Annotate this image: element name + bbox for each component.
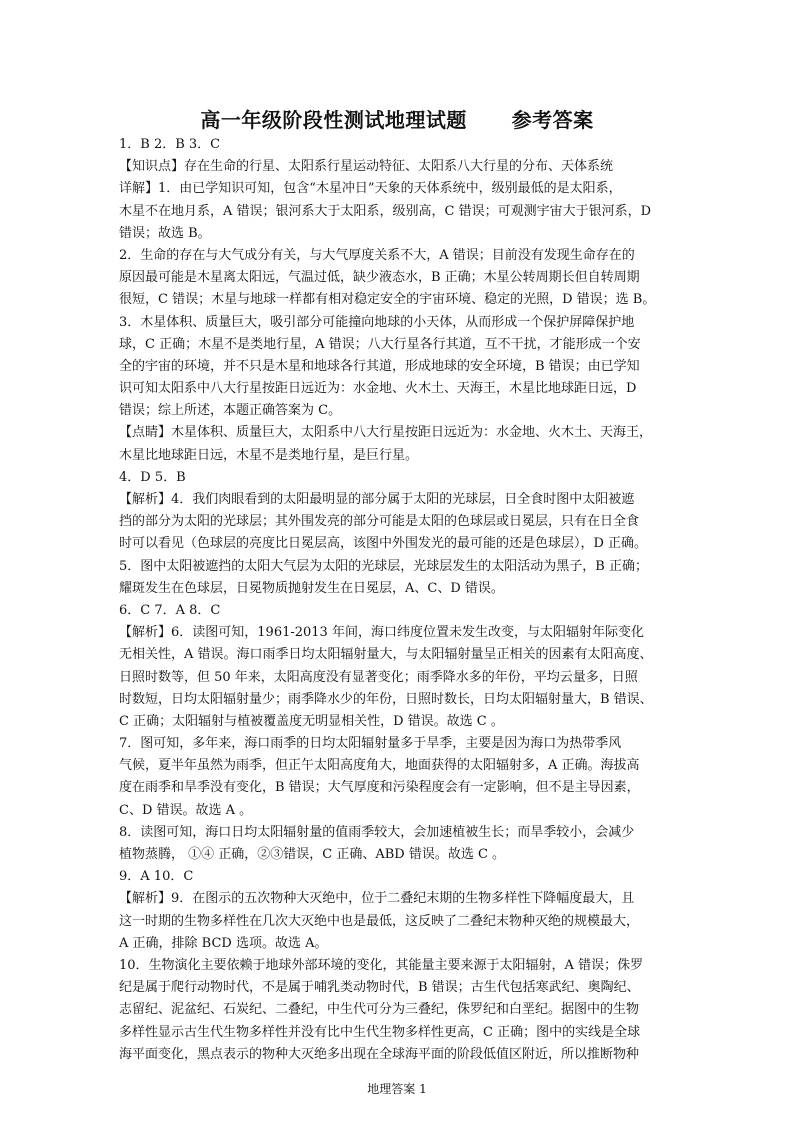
text-line: 详解】1．由已学知识可知，包含“木星冲日”天象的天体系统中，级别最低的是太阳系，	[119, 181, 622, 197]
text-line: 时数短，日均太阳辐射量少；雨季降水少的年份，日照时数长，日均太阳辐射量大，B 错误、	[119, 691, 653, 707]
text-line: 海平面变化，黑点表示的物种大灭绝多出现在全球海平面的阶段低值区附近，所以推断物种	[119, 1046, 640, 1062]
text-line: 时可以看见（色球层的亮度比日冕层高，该图中外围发光的最可能的还是色球层），D 正确。	[119, 536, 648, 552]
text-line: C、D 错误。故选 A 。	[119, 802, 253, 818]
page-footer: 地理答案 1	[367, 1082, 427, 1096]
text-line: 植物蒸腾， ①④ 正确，②③错误，C 正确、ABD 错误。故选 C 。	[119, 847, 506, 862]
text-line: 挡的部分为太阳的光球层；其外围发亮的部分可能是太阳的色球层或日冕层，只有在日全食	[119, 514, 640, 530]
page-title: 高一年级阶段性测试地理试题 参考答案	[200, 108, 594, 132]
text-line: 错误；故选 B。	[119, 225, 211, 241]
text-line: 【知识点】存在生命的行星、太阳系行星运动特征、太阳系八大行星的分布、天体系统	[119, 159, 614, 175]
text-line: 【解析】9．在图示的五次物种大灭绝中，位于二叠纪末期的生物多样性下降幅度最大，且	[119, 891, 635, 907]
text-line: 日照时数等，但 50 年来，太阳高度没有显著变化；雨季降水多的年份，平均云量多，日照	[119, 669, 638, 685]
text-line: 多样性显示古生代生物多样性并没有比中生代生物多样性更高，C 正确；图中的实线是全球	[119, 1024, 641, 1040]
text-line: 【解析】4．我们肉眼看到的太阳最明显的部分属于太阳的光球层，日全食时图中太阳被遮	[119, 492, 635, 507]
text-line: 5．图中太阳被遮挡的太阳大气层为太阳的光球层，光球层发生的太阳活动为黑子，B 正确；	[119, 558, 648, 574]
text-line: A 正确，排除 BCD 选项。故选 A。	[119, 935, 328, 951]
text-line: 无相关性，A 错误。海口雨季日均太阳辐射量大，与太阳辐射量呈正相关的因素有太阳高度、	[119, 647, 653, 663]
text-line: 志留纪、泥盆纪、石炭纪、二叠纪，中生代可分为三叠纪，侏罗纪和白垩纪。据图中的生物	[119, 1002, 640, 1018]
text-line: 错误；综上所述，本题正确答案为 C。	[119, 403, 342, 419]
answer-content	[119, 134, 687, 1066]
text-line: 原因最可能是木星离太阳远，气温过低，缺少液态水，B 正确；木星公转周期长但自转周期	[119, 270, 640, 286]
text-line: 这一时期的生物多样性在几次大灭绝中也是最低，这反映了二叠纪末物种灭绝的规模最大，	[119, 913, 640, 929]
text-line: 球，C 正确；木星不是类地行星，A 错误；八大行星各行其道，互不干扰，才能形成一个安	[119, 336, 641, 352]
text-line: 耀斑发生在色球层，日冕物质抛射发生在日冕层，A、C、D 错误。	[119, 580, 504, 596]
text-line: 2．生命的存在与大气成分有关，与大气厚度关系不大，A 错误；目前没有发现生命存在的	[119, 247, 635, 263]
text-line: 木星比地球距日远，木星不是类地行星，是巨行星。	[119, 447, 419, 463]
text-line: 木星不在地月系，A 错误；银河系大于太阳系，级别高，C 错误；可观测宇宙大于银河系，D	[119, 203, 652, 219]
text-line: 1．B 2．B 3．C	[119, 137, 221, 152]
text-line: C 正确；太阳辐射与植被覆盖度无明显相关性，D 错误。故选 C 。	[119, 713, 504, 729]
text-line: 识可知太阳系中八大行星按距日远近为：水金地、火木土、天海王，木星比地球距日远，D	[119, 381, 637, 397]
text-line: 8．读图可知，海口日均太阳辐射量的值雨季较大，会加速植被生长；而旱季较小，会减少	[119, 824, 635, 840]
text-line: 9．A 10．C	[119, 869, 194, 885]
text-line: 10．生物演化主要依赖于地球外部环境的变化，其能量主要来源于太阳辐射，A 错误；侏罗	[119, 957, 644, 973]
text-line: 【解析】6．读图可知，1961-2013 年间，海口纬度位置未发生改变，与太阳辐射年际变化	[119, 625, 644, 641]
text-line: 6．C 7．A 8．C	[119, 602, 221, 618]
text-line: 全的宇宙的环境，并不只是木星和地球各行其道，形成地球的安全环境，B 错误；由已学知	[119, 358, 640, 374]
text-line: 很短，C 错误；木星与地球一样都有相对稳定安全的宇宙环境、稳定的光照，D 错误；选 B。	[119, 292, 656, 308]
text-line: 3．木星体积、质量巨大，吸引部分可能撞向地球的小天体，从而形成一个保护屏障保护地	[119, 314, 635, 330]
text-line: 纪是属于爬行动物时代，不是属于哺乳类动物时代，B 错误；古生代包括寒武纪、奥陶纪、	[119, 980, 640, 996]
text-line: 7．图可知，多年来，海口雨季的日均太阳辐射量多于旱季，主要是因为海口为热带季风	[119, 736, 622, 752]
text-line: 度在雨季和旱季没有变化，B 错误；大气厚度和污染程度会有一定影响，但不是主导因素，	[119, 780, 640, 796]
text-line: 气候，夏半年虽然为雨季，但正午太阳高度角大，地面获得的太阳辐射多，A 正确。海拔高	[119, 758, 640, 774]
text-line: 4．D 5．B	[119, 469, 186, 485]
text-line: 【点睛】木星体积、质量巨大，太阳系中八大行星按距日远近为：水金地、火木土、天海王，	[119, 425, 653, 441]
